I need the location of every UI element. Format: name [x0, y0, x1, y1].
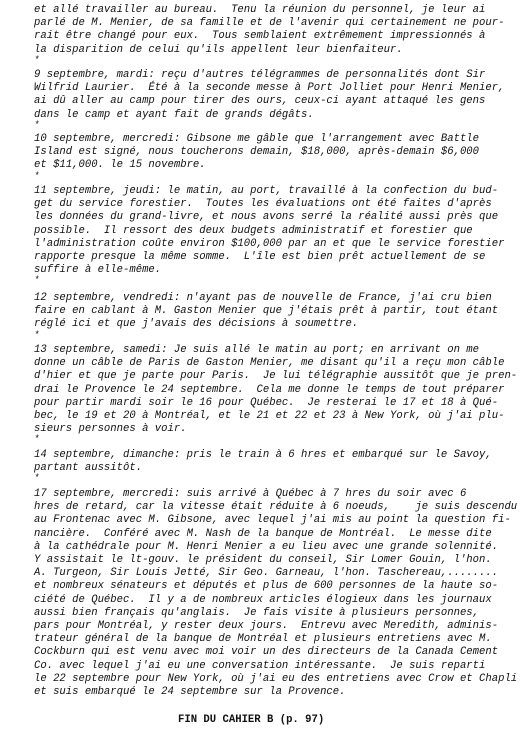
entry-line: et suis embarqué le 24 septembre sur la Provence. [34, 686, 346, 698]
entry-line: 13 septembre, samedi: Je suis allé le matin au port; en arrivant on me [34, 344, 480, 356]
entry-line: ai dû aller au camp pour tirer des ours, ceux-ci ayant attaqué les gens [34, 95, 486, 108]
entry-separator: * [34, 170, 40, 181]
entry-line: l'administration coûte environ $100,000 par an et que le service forestier [34, 237, 505, 250]
entry-line: Wilfrid Laurier. Été à la seconde messe à Port Jolliet pour Henri Menier, [34, 82, 505, 95]
entry-line: hres de retard, car la vitesse était réduite à 6 noeuds, je suis descendu [34, 501, 518, 514]
entry-line: 9 septembre, mardi: reçu d'autres télégrammes de personnalités dont Sir [34, 69, 486, 81]
entry-line: A. Turgeon, Sir Louis Jetté, Sir Geo. Garneau, l'hon. Taschereau,........ [34, 567, 499, 580]
entry-line: nancière. Conféré avec M. Nash de la banque de Montréal. Le messe dite [34, 527, 492, 540]
entry-line: pour partir mardi soir le 16 pour Québec. Je resterai le 17 et 18 à Qué- [34, 396, 499, 409]
entry-line: trateur général de la banque de Montréal et plusieurs entretiens avec M. [34, 633, 492, 646]
entry-line: la disparition de celui qu'ils appellent leur bienfaiteur. [34, 43, 403, 56]
entry-line: Co. avec lequel j'ai eu une conversation intéressante. Je suis reparti [34, 659, 486, 672]
entry-line: 14 septembre, dimanche: pris le train à 6 hres et embarqué sur le Savoy, [34, 449, 492, 461]
entry-line: dans le camp et ayant fait de grands dégâts. [34, 108, 314, 121]
entry-line: Island est signé, nous toucherons demain, $18,000, après-demain $6,000 [34, 146, 480, 159]
entry-line: faire en cablant à M. Gaston Menier que j'étais prêt à partir, tout étant [34, 305, 499, 318]
entry-line: 10 septembre, mercredi: Gibsone me gâble que l'arrangement avec Battle [34, 133, 480, 145]
entry-line: ciété de Québec. Il y a de nombreux articles élogieux dans les journaux [34, 593, 492, 606]
entry-line: suffire à elle-même. [34, 264, 162, 277]
entry-line: le 22 septembre pour New York, où j'ai eu des entretiens avec Crow et Chapli [34, 672, 518, 685]
entry-line: rapporte presque la même somme. L'île est bien prêt actuellement de se [34, 251, 486, 263]
entry-line: d'hier et que je parte pour Paris. Je lui télégraphie aussitôt que je pren- [34, 370, 518, 383]
entry-line: donne un câble de Paris de Gaston Menier, me disant qu'il a reçu mon câble [34, 357, 505, 370]
entry-line: Cockburn qui est venu avec moi voir un des directeurs de la Canada Cement [34, 646, 499, 659]
entry-line: sieurs personnes à voir. [34, 423, 187, 436]
entry-line: et $11,000. le 15 novembre. [34, 159, 206, 172]
entry-line: Y assistait le lt-gouv. le président du conseil, Sir Lomer Gouin, l'hon. [34, 554, 492, 566]
entry-separator: * [34, 54, 40, 65]
entry-separator: * [34, 329, 40, 340]
entry-line: à la cathédrale pour M. Henri Menier a eu lieu avec une grande solennité. [34, 540, 499, 553]
entry-separator: * [34, 434, 40, 445]
entry-line: possible. Il ressort des deux budgets administratif et forestier que [34, 224, 473, 237]
entry-line: parlé de M. Menier, de sa famille et de l'avenir qui certainement ne pour- [34, 17, 505, 30]
entry-line: et allé travailler au bureau. Tenu la réunion du personnel, je leur ai [34, 4, 486, 16]
entry-line: les données du grand-livre, et nous avons serré la réalité aussi près que [34, 211, 499, 224]
entry-line: et nombreux sénateurs et députés et plus de 600 personnes de la haute so- [34, 580, 499, 593]
entry-separator: * [34, 119, 40, 130]
entry-line: pars pour Montréal, y rester deux jours. Entrevu avec Meredith, adminis- [34, 620, 499, 632]
entry-line: aussi bien français qu'anglais. Je fais visite à plusieurs personnes, [34, 606, 480, 619]
entry-line: partant aussitôt. [34, 462, 143, 475]
entry-line: 11 septembre, jeudi: le matin, au port, travaillé à la confection du bud- [34, 185, 499, 197]
entry-line: get du service forestier. Toutes les évaluations ont été faites d'après [34, 198, 492, 211]
page-footer: FIN DU CAHIER B (p. 97) [178, 714, 325, 726]
entry-line: 12 septembre, vendredi: n'ayant pas de nouvelle de France, j'ai cru bien [34, 292, 492, 304]
entry-line: bec, le 19 et 20 à Montréal, et le 21 et 22 et 23 à New York, où j'ai plu- [34, 410, 505, 422]
entry-separator: * [34, 473, 40, 484]
entry-line: 17 septembre, mercredi: suis arrivé à Québec à 7 hres du soir avec 6 [34, 488, 467, 500]
entry-separator: * [34, 275, 40, 286]
entry-line: réglé ici et que j'avais des décisions à soumettre. [34, 318, 359, 331]
entry-line: drai le Provence le 24 septembre. Cela me donne le temps de tout préparer [34, 383, 505, 396]
entry-line: rait être changé pour eux. Tous semblaient extrêmement impressionnés à [34, 30, 486, 43]
entry-line: au Frontenac avec M. Gibsone, avec lequel j'ai mis au point la question fi- [34, 514, 511, 527]
